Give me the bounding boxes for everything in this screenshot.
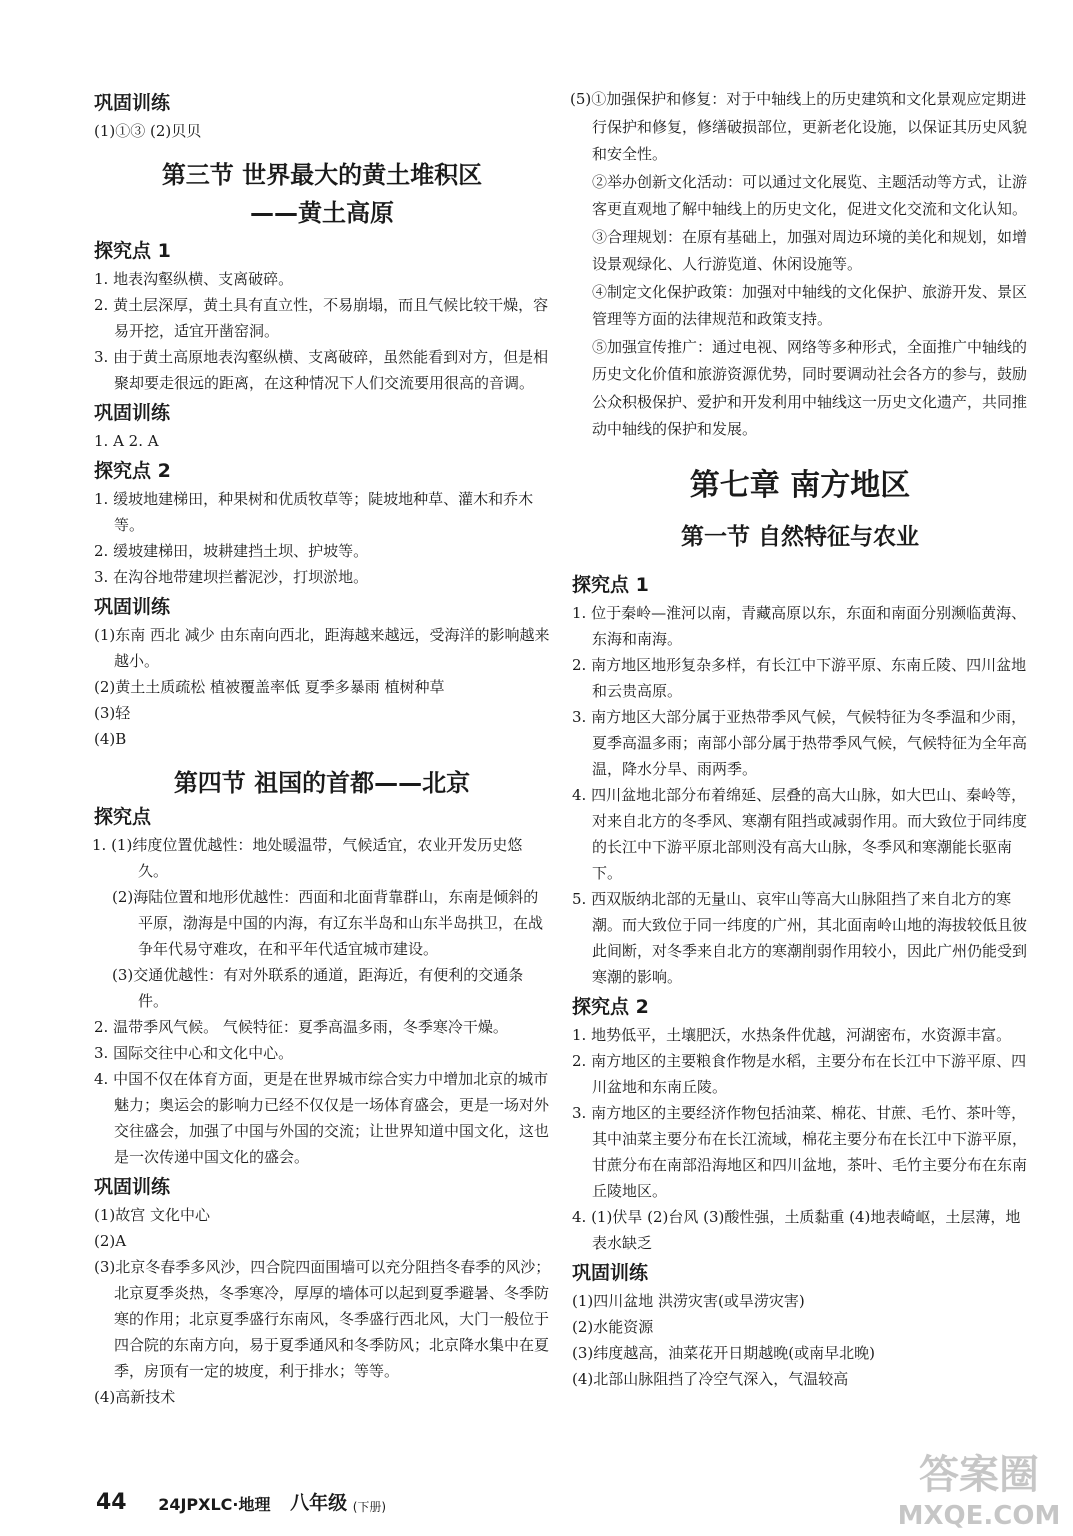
watermark-text-top: 答案圈: [919, 1452, 1039, 1498]
answer-item: (2)水能资源: [572, 1317, 654, 1336]
answer-item: 2. 黄土层深厚，黄土具有直立性，不易崩塌，而且气候比较干燥，容易开挖，适宜开凿窑洞。: [94, 296, 549, 340]
answer-item: 5. 西双版纳北部的无量山、哀牢山等高大山脉阻挡了来自北方的寒潮。而大致位于同一纬度的广州，其北面南岭山地的海拔较低且彼此间断，对冬季来自北方的寒潮削弱作用较小，因此广州仍能受到寒潮的影响。: [572, 889, 1028, 986]
section-heading: 巩固训练: [94, 1176, 171, 1198]
answer-item: 4. 四川盆地北部分布着绵延、层叠的高大山脉，如大巴山、秦岭等，对来自北方的冬季风、寒潮有阻挡或减弱作用。而大致位于同纬度的长江中下游平原北部则没有高大山脉，冬季风和寒潮能长驱南下。: [572, 785, 1028, 882]
section-heading: 巩固训练: [94, 596, 171, 618]
left-column: [92, 86, 552, 1410]
answer-item: (3)纬度越高，油菜花开日期越晚(或南早北晚): [572, 1343, 875, 1362]
answer-item: 4. 中国不仅在体育方面，更是在世界城市综合实力中增加北京的城市魅力；奥运会的影响力已经不仅仅是一场体育盛会，更是一场对外交往盛会，加强了中国与外国的交流；让世界知道中国文化，这也是一次传递中国文化的盛会。: [94, 1070, 550, 1166]
answer-item: (3)轻: [94, 704, 131, 722]
grade-label: 八年级: [290, 1492, 348, 1514]
answer-item: 2. 缓坡建梯田，坡耕建挡土坝、护坡等。: [94, 542, 369, 560]
volume-label: (下册): [352, 1500, 387, 1514]
answer-item: 3. 国际交往中心和文化中心。: [94, 1044, 294, 1062]
section-title: 第三节 世界最大的黄土堆积区: [161, 161, 483, 189]
answer-item: (1)四川盆地 洪涝灾害(或旱涝灾害): [572, 1291, 805, 1310]
answer-item: (1)东南 西北 减少 由东南向西北，距海越来越远，受海洋的影响越来越小。: [94, 626, 550, 670]
answer-item: 3. 南方地区的主要经济作物包括油菜、棉花、甘蔗、毛竹、茶叶等，其中油菜主要分布在长江流域，棉花主要分布在长江中下游平原，甘蔗分布在南部沿海地区和四川盆地，茶叶、毛竹主要分布在东南丘陵地区。: [572, 1103, 1028, 1200]
section-heading: 巩固训练: [572, 1261, 649, 1284]
section-heading: 探究点 1: [94, 240, 171, 262]
page-footer: [96, 1488, 386, 1515]
answer-item: (2)黄土土质疏松 植被覆盖率低 夏季多暴雨 植树种草: [94, 678, 445, 696]
answer-item: 2. 温带季风气候。 气候特征：夏季高温多雨，冬季寒冷干燥。: [94, 1018, 508, 1036]
answer-item: (4)B: [94, 730, 127, 748]
right-column: [570, 86, 1030, 1392]
section-heading: 巩固训练: [94, 402, 171, 424]
answer-item: (2)A: [94, 1232, 127, 1250]
section-subtitle: ——黄土高原: [250, 199, 394, 227]
answer-subitem: ③合理规划：在原有基础上，加强对周边环境的美化和规划，如增设景观绿化、人行游览道、休闲设施等。: [592, 227, 1028, 273]
answer-item: 3. 南方地区大部分属于亚热带季风气候，气候特征为冬季温和少雨，夏季高温多雨；南部小部分属于热带季风气候，气候特征为全年高温，降水分旱、雨两季。: [572, 707, 1028, 778]
section-heading: 探究点 1: [572, 573, 649, 596]
answer-item: 3. 由于黄土高原地表沟壑纵横、支离破碎，虽然能看到对方，但是相聚却要走很远的距离，在这种情况下人们交流要用很高的音调。: [94, 348, 549, 392]
section-title: 第一节 自然特征与农业: [680, 523, 919, 550]
answer-item: 1. 缓坡地建梯田，种果树和优质牧草等；陡坡地种草、灌木和乔木等。: [94, 490, 534, 534]
answer-subitem: ④制定文化保护政策：加强对中轴线的文化保护、旅游开发、景区管理等方面的法律规范和政策支持。: [592, 282, 1028, 328]
answer-item: 1. (1)纬度位置优越性：地处暖温带，气候适宜，农业开发历史悠久。: [92, 836, 523, 880]
answer-item: 3. 在沟谷地带建坝拦蓄泥沙，打坝淤地。: [94, 568, 369, 586]
answer-item: 2. 南方地区地形复杂多样，有长江中下游平原、东南丘陵、四川盆地和云贵高原。: [572, 655, 1027, 700]
answer-subitem: ⑤加强宣传推广：通过电视、网络等多种形式，全面推广中轴线的历史文化价值和旅游资源优势，同时要调动社会各方的参与，鼓励公众积极保护、爱护和开发利用中轴线这一历史文化遗产，共同推动中轴线的保护和发展。: [592, 337, 1028, 438]
section-heading: 巩固训练: [94, 92, 171, 114]
book-code: 24JPXLC·地理: [158, 1495, 271, 1514]
answer-item: 4. (1)伏旱 (2)台风 (3)酸性强，土质黏重 (4)地表崎岖，土层薄，地表水缺乏: [572, 1207, 1021, 1252]
answer-item: (4)高新技术: [94, 1388, 176, 1406]
chapter-title: 第七章 南方地区: [689, 467, 911, 503]
answer-item: 2. 南方地区的主要粮食作物是水稻，主要分布在长江中下游平原、四川盆地和东南丘陵。: [572, 1051, 1027, 1096]
section-title: 第四节 祖国的首都——北京: [173, 769, 471, 797]
section-heading: 探究点 2: [572, 995, 649, 1018]
watermark-text-bottom: MXQE.COM: [897, 1501, 1061, 1531]
answer-line: (1)①③ (2)贝贝: [94, 122, 202, 140]
answer-item: 1. 地势低平，土壤肥沃，水热条件优越，河湖密布，水资源丰富。: [572, 1025, 1012, 1044]
answer-subitem: ②举办创新文化活动：可以通过文化展览、主题活动等方式，让游客更直观地了解中轴线上的历史文化，促进文化交流和文化认知。: [592, 172, 1028, 218]
answer-item: (5)①加强保护和修复：对于中轴线上的历史建筑和文化景观应定期进行保护和修复，修缮破损部位，更新老化设施，以保证其历史风貌和安全性。: [570, 90, 1028, 163]
page-number: 44: [96, 1490, 127, 1515]
answer-subitem: (2)海陆位置和地形优越性：西面和北面背靠群山，东南是倾斜的平原，渤海是中国的内海，有辽东半岛和山东半岛拱卫，在战争年代易守难攻，在和平年代适宜城市建设。: [112, 888, 544, 958]
answer-item: 1. 地表沟壑纵横、支离破碎。: [94, 270, 294, 288]
answer-item: 1. 位于秦岭—淮河以南，青藏高原以东，东面和南面分别濒临黄海、东海和南海。: [572, 603, 1027, 648]
watermark-logo: [890, 1440, 1068, 1532]
answer-line: 1. A 2. A: [94, 432, 159, 450]
section-heading: 探究点: [94, 806, 152, 828]
answer-item: (4)北部山脉阻挡了冷空气深入，气温较高: [572, 1369, 849, 1388]
answer-item: (3)北京冬春季多风沙，四合院四面围墙可以充分阻挡冬春季的风沙；北京夏季炎热，冬季寒冷，厚厚的墙体可以起到夏季避暑、冬季防寒的作用；北京夏季盛行东南风，冬季盛行西北风，大门一般位于四合院的东南方向，易于夏季通风和冬季防风；北京降水集中在夏季，房顶有一定的坡度，利于排水；等等。: [94, 1258, 551, 1380]
section-heading: 探究点 2: [94, 460, 171, 482]
answer-subitem: (3)交通优越性：有对外联系的通道，距海近，有便利的交通条件。: [112, 966, 524, 1010]
answer-item: (1)故宫 文化中心: [94, 1206, 211, 1224]
